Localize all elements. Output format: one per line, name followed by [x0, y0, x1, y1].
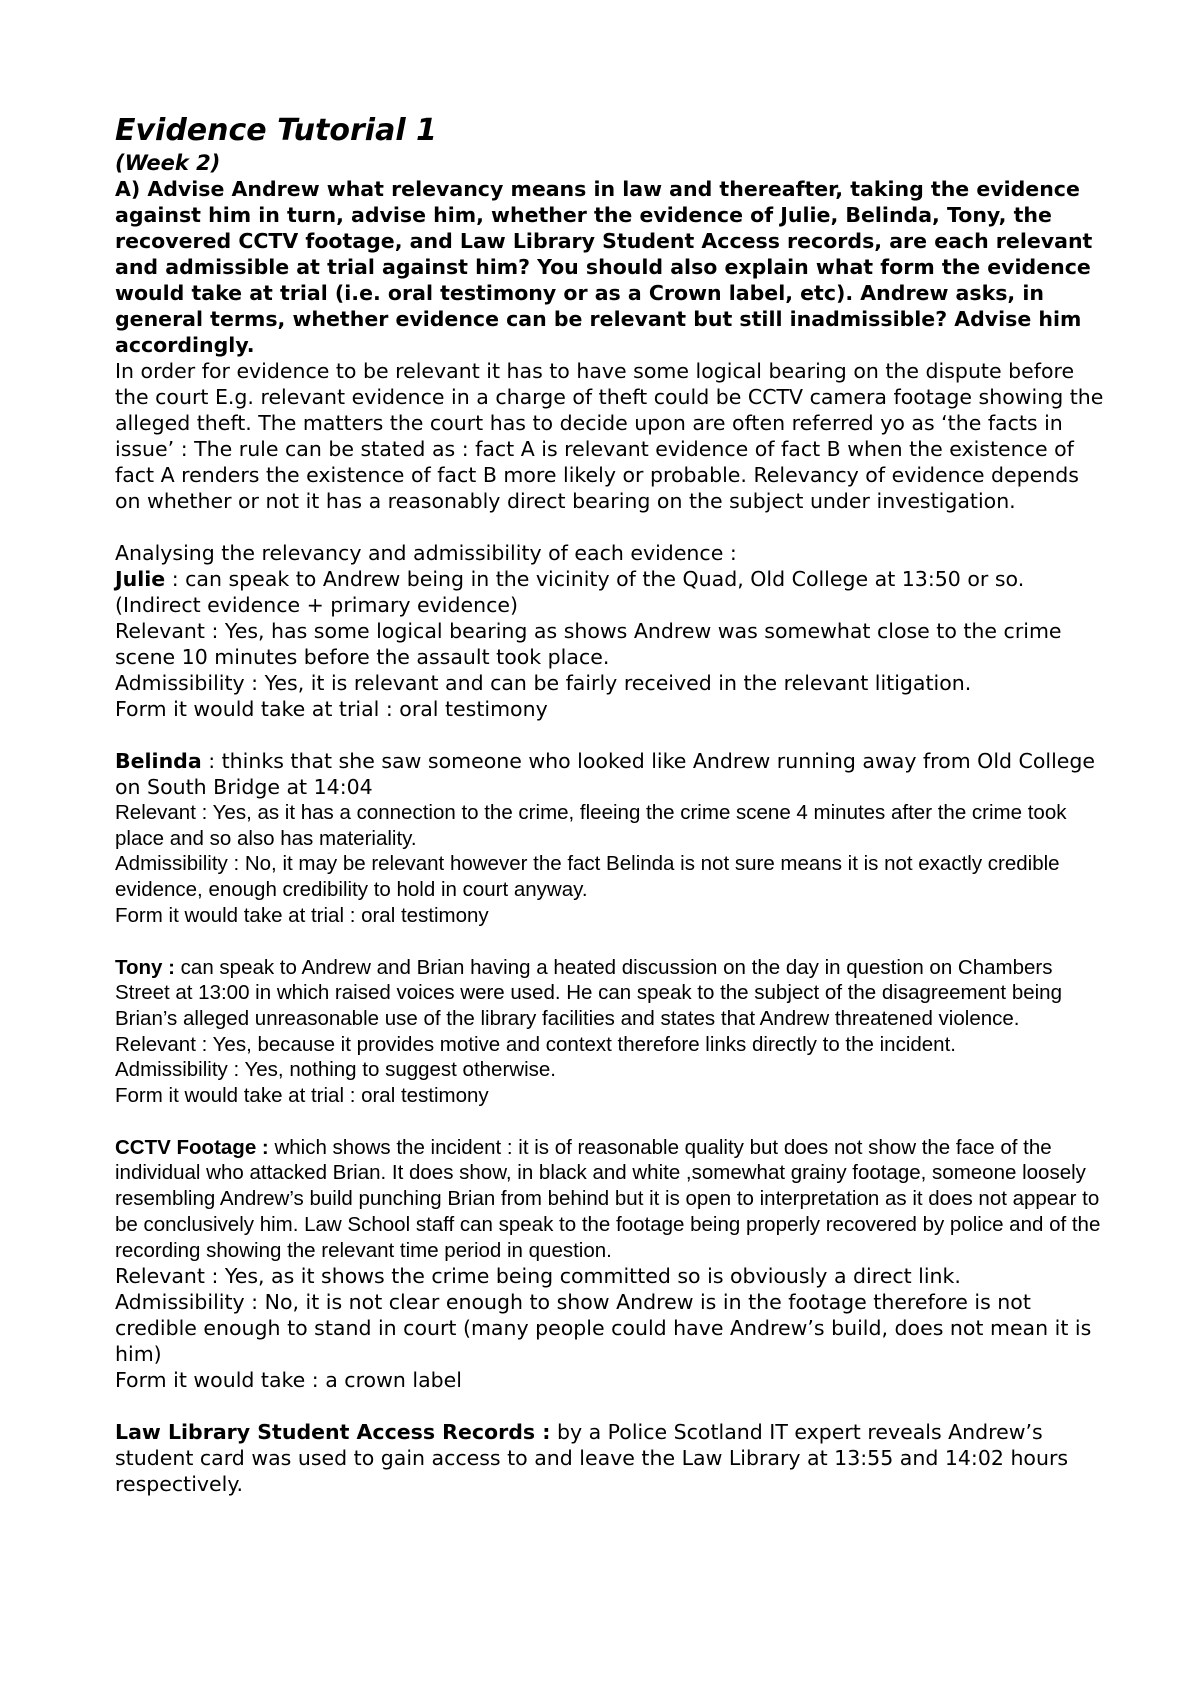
julie-name: Julie [115, 567, 166, 591]
spacer [115, 929, 1105, 955]
library-summary [115, 1419, 1105, 1497]
belinda-summary-text: : thinks that she saw someone who looked like Andrew running away from Old College on South Bridge at 14:04 [115, 749, 1096, 799]
cctv-summary [115, 1135, 1105, 1264]
document-page [115, 112, 1105, 1497]
belinda-summary [115, 748, 1105, 800]
section-tony [115, 955, 1105, 1109]
analysis-heading: Analysing the relevancy and admissibility of each evidence : [115, 541, 737, 565]
cctv-admissibility: Admissibility : No, it is not clear enough to show Andrew is in the footage therefore is not credible enough to stand in court (many people could have Andrew’s build, does not mean it is him) [115, 1290, 1092, 1367]
julie-summary [115, 566, 1105, 618]
spacer [115, 1109, 1105, 1135]
tony-name: Tony : [115, 955, 175, 979]
document-title: Evidence Tutorial 1 [115, 113, 437, 148]
belinda-relevant: Relevant : Yes, as it has a connection to the crime, fleeing the crime scene 4 minutes after the crime took place and so also has materiality. [115, 801, 1067, 850]
spacer [115, 722, 1105, 748]
intro-paragraph: In order for evidence to be relevant it has to have some logical bearing on the dispute before the court E.g. relevant evidence in a charge of theft could be CCTV camera footage showing the alleged theft. The matters the court has to decide upon are often referred yo as ‘the facts in issue’ : The rule can be stated as : fact A is relevant evidence of fact B when the existence of fact A renders the existence of fact B more likely or probable. Relevancy of evidence depends on whether or not it has a reasonably direct bearing on the subject under investigation. [115, 359, 1104, 513]
tony-admissibility: Admissibility : Yes, nothing to suggest otherwise. [115, 1058, 556, 1082]
belinda-name: Belinda [115, 749, 202, 773]
spacer [115, 514, 1105, 540]
julie-form: Form it would take at trial : oral testimony [115, 697, 548, 721]
tony-summary [115, 955, 1105, 1032]
julie-relevant: Relevant : Yes, has some logical bearing as shows Andrew was somewhat close to the crime scene 10 minutes before the assault took place. [115, 619, 1062, 669]
julie-admissibility: Admissibility : Yes, it is relevant and can be fairly received in the relevant litigation. [115, 671, 972, 695]
spacer [115, 1393, 1105, 1419]
belinda-form: Form it would take at trial : oral testimony [115, 903, 489, 927]
document-subtitle: (Week 2) [115, 151, 221, 175]
tony-form: Form it would take at trial : oral testimony [115, 1084, 489, 1108]
belinda-admissibility: Admissibility : No, it may be relevant however the fact Belinda is not sure means it is not exactly credible evidence, enough credibility to hold in court anyway. [115, 852, 1060, 902]
section-library [115, 1419, 1105, 1497]
julie-summary-text: : can speak to Andrew being in the vicinity of the Quad, Old College at 13:50 or so. (Indirect evidence + primary evidence) [115, 567, 1025, 617]
cctv-relevant: Relevant : Yes, as it shows the crime being committed so is obviously a direct link. [115, 1264, 961, 1289]
tony-relevant: Relevant : Yes, because it provides motive and context therefore links directly to the incident. [115, 1032, 956, 1056]
question-text: A) Advise Andrew what relevancy means in law and thereafter, taking the evidence against him in turn, advise him, whether the evidence of Julie, Belinda, Tony, the recovered CCTV footage, and Law Library Student Access records, are each relevant and admissible at trial against him? You should also explain what form the evidence would take at trial (i.e. oral testimony or as a Crown label, etc). Andrew asks, in general terms, whether evidence can be relevant but still inadmissible? Advise him accordingly. [115, 177, 1093, 357]
section-julie [115, 566, 1105, 722]
library-name: Law Library Student Access Records : [115, 1420, 551, 1445]
library-summary-text: by a Police Scotland IT expert reveals Andrew’s student card was used to gain access to and leave the Law Library at 13:55 and 14:02 hours respectively. [115, 1420, 1069, 1497]
cctv-form: Form it would take : a crown label [115, 1368, 462, 1393]
cctv-summary-text: which shows the incident : it is of reasonable quality but does not show the face of the individual who attacked Brian. It does show, in black and white ,somewhat grainy footage, someone loosely resembling Andrew’s build punching Brian from behind but it is open to interpretation as it does not appear to be conclusively him. Law School staff can speak to the footage being properly recovered by police and of the recording showing the relevant time period in question. [115, 1135, 1101, 1262]
section-cctv [115, 1135, 1105, 1394]
tony-summary-text: can speak to Andrew and Brian having a heated discussion on the day in question on Chambers Street at 13:00 in which raised voices were used. He can speak to the subject of the disagreement being Brian’s alleged unreasonable use of the library facilities and states that Andrew threatened violence. [115, 955, 1062, 1030]
cctv-name: CCTV Footage : [115, 1135, 269, 1159]
section-belinda [115, 748, 1105, 929]
